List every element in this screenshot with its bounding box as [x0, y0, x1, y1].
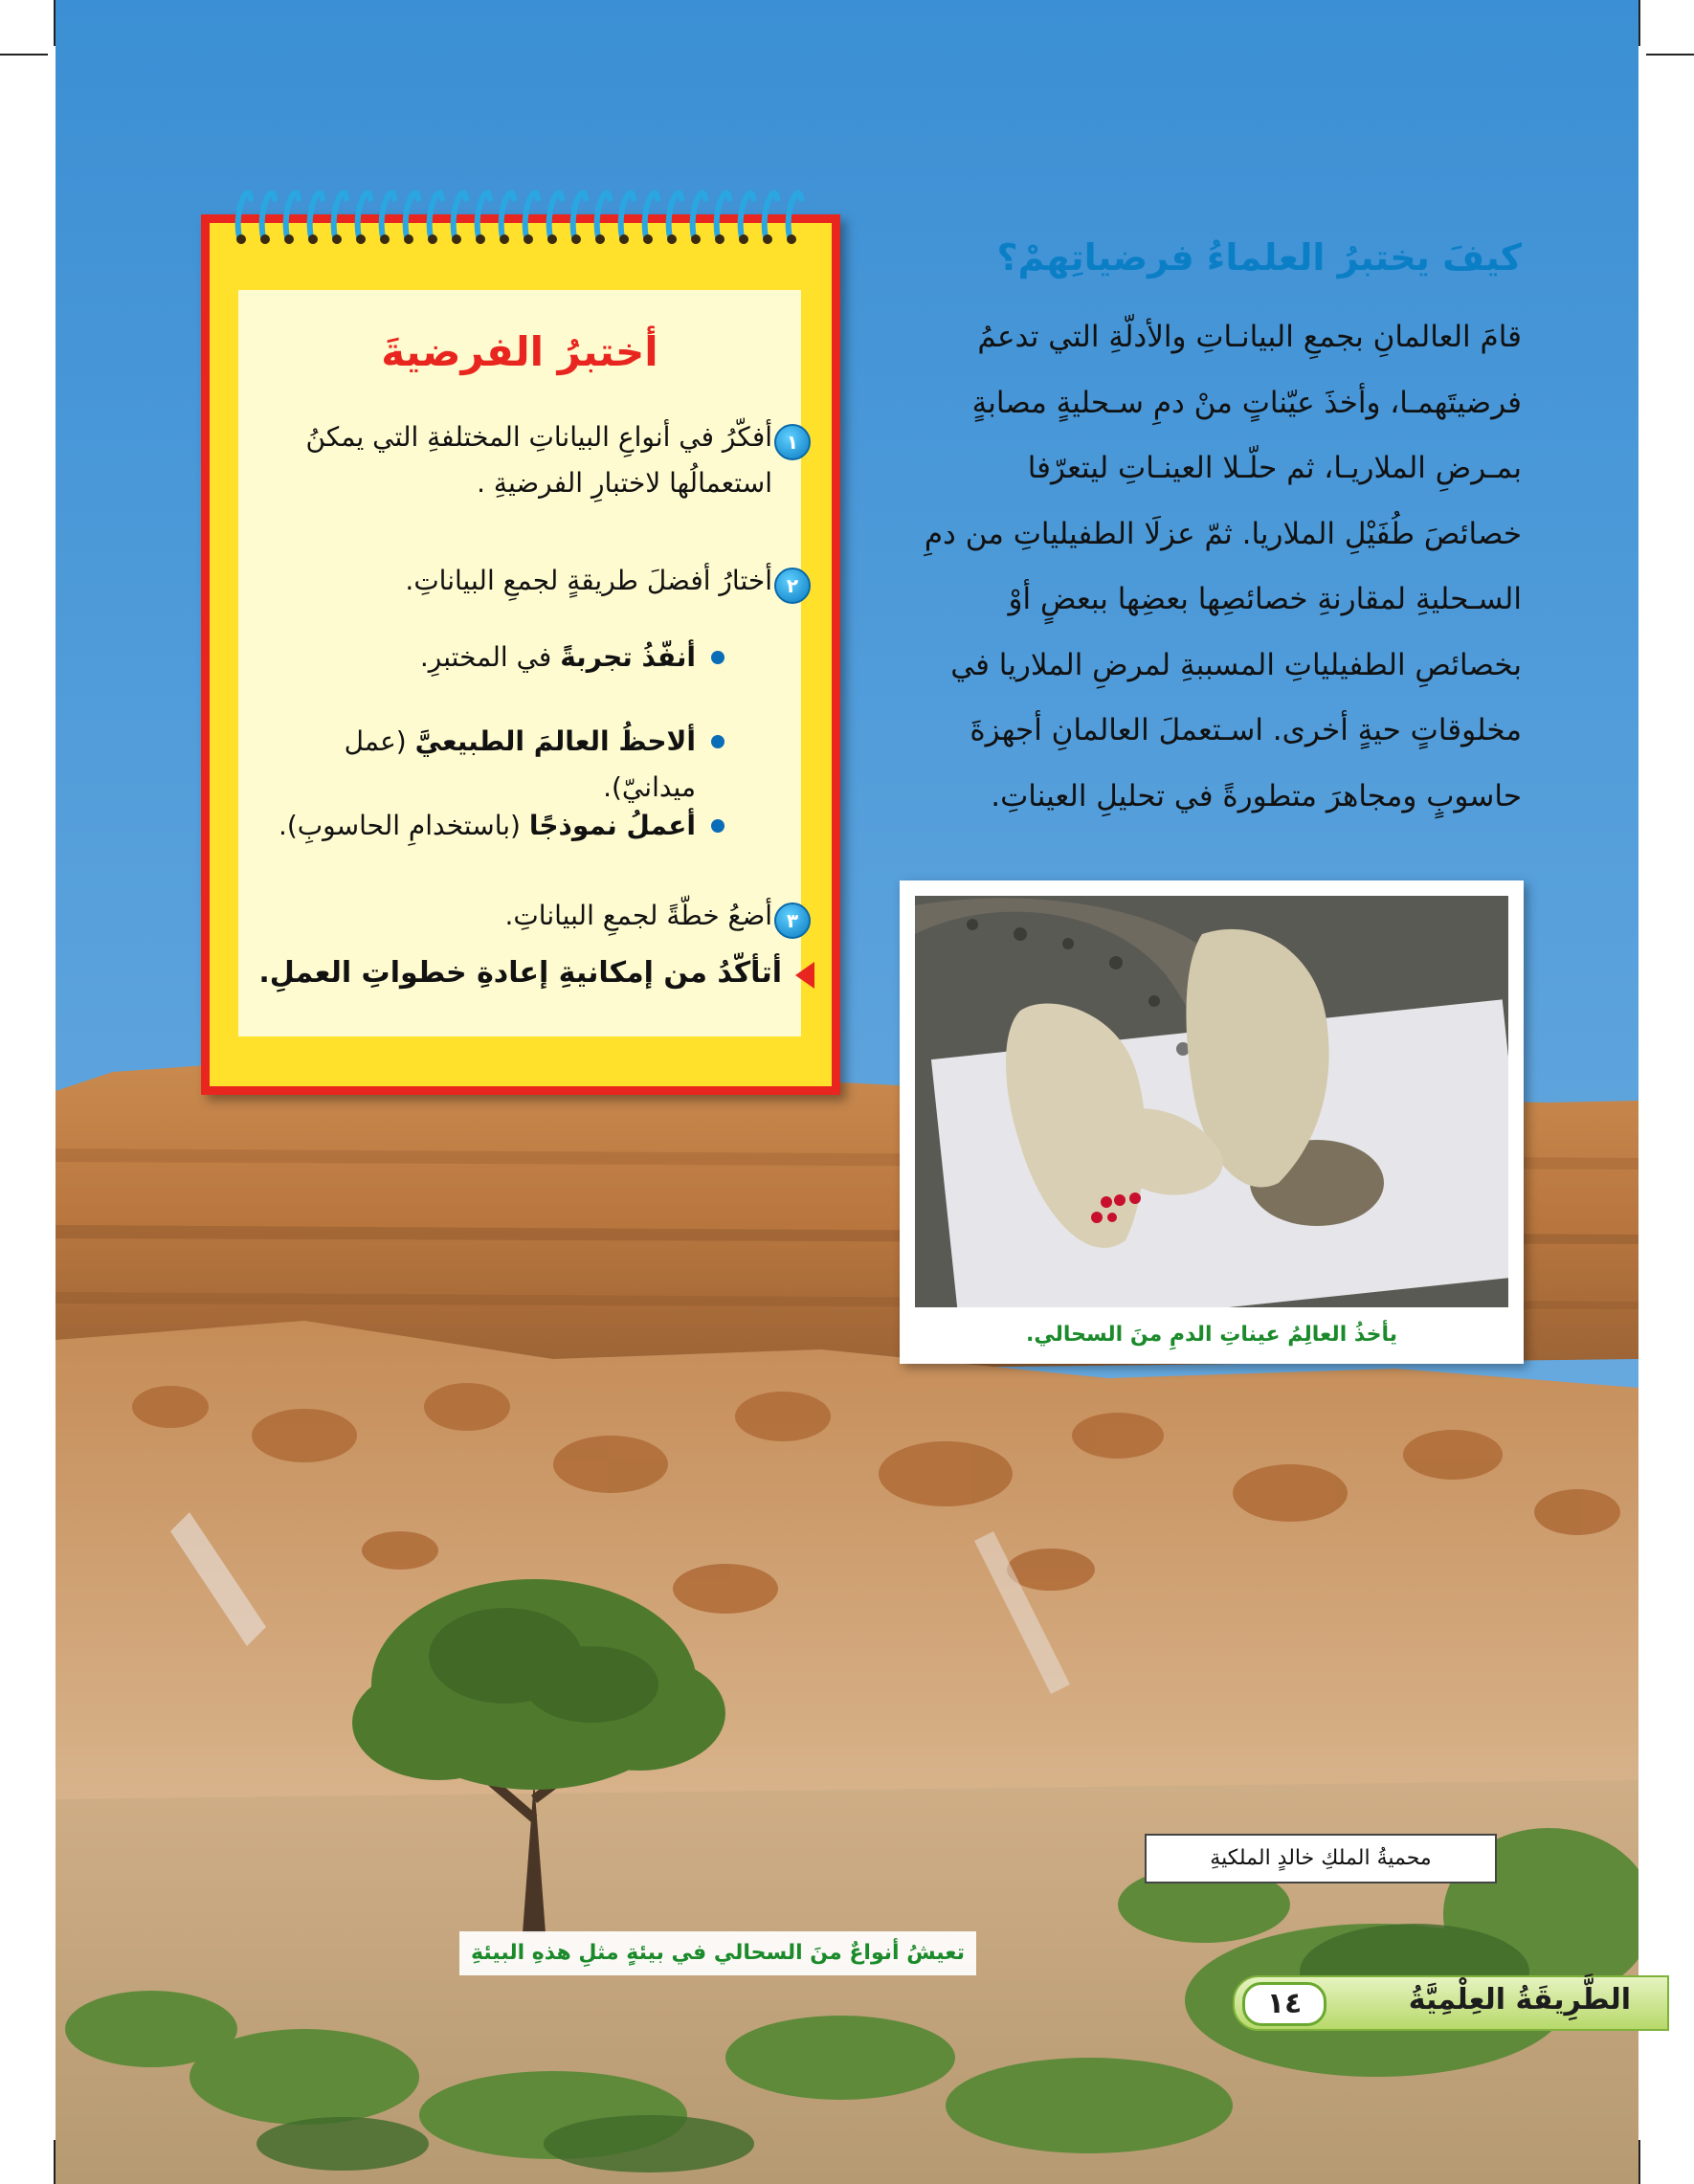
spiral-ring [693, 193, 705, 237]
spiral-hole [452, 234, 461, 244]
notepad-content [238, 290, 801, 1036]
spiral-hole [739, 234, 748, 244]
spiral-ring [597, 193, 610, 237]
crop-mark [1638, 2140, 1640, 2184]
bullet-1-rest: في المختبرِ. [419, 641, 561, 673]
spiral-ring [669, 193, 681, 237]
chapter-title: الطَّرِيقَةُ العِلْمِيَّةُ [1408, 1983, 1631, 2017]
bullet-item-3 [275, 803, 696, 849]
spiral-hole [308, 234, 318, 244]
spiral-ring [502, 193, 514, 237]
spiral-ring [717, 193, 729, 237]
bullet-item-2 [275, 719, 696, 811]
bullet-3-rest: (باستخدامِ الحاسوبِ). [278, 810, 529, 841]
spiral-ring [334, 193, 346, 237]
check-statement: أتأكّدُ من إمكانيةِ إعادةِ خطواتِ العملِ. [258, 956, 782, 990]
step-number-3: ٣ [774, 903, 811, 939]
notepad-box [201, 214, 840, 1095]
bullet-2-bold: ألاحظُ العالمَ الطبيعيَّ [414, 725, 696, 757]
bullet-item-1 [275, 635, 696, 680]
spiral-ring [454, 193, 466, 237]
lizard-blood-sample-photo [915, 896, 1508, 1307]
step-2-text: أختارُ أفضلَ طريقةٍ لجمعِ البياناتِ. [405, 565, 772, 596]
spiral-hole [787, 234, 796, 244]
spiral-hole [643, 234, 653, 244]
spiral-hole [284, 234, 294, 244]
spiral-hole [619, 234, 629, 244]
spiral-ring [789, 193, 801, 237]
spiral-ring [549, 193, 562, 237]
bullet-dot [711, 651, 724, 664]
spiral-hole [428, 234, 437, 244]
red-triangle-icon [795, 962, 814, 989]
bullet-dot [711, 819, 724, 833]
spiral-hole [667, 234, 677, 244]
spiral-hole [691, 234, 701, 244]
spiral-hole [380, 234, 390, 244]
spiral-ring [741, 193, 753, 237]
crop-mark [1638, 0, 1640, 46]
spiral-hole [236, 234, 246, 244]
spiral-hole [763, 234, 772, 244]
step-1-text: أفكّرُ في أنواعِ البياناتِ المختلفةِ التي يمكنُ استعمالُها لاختبارِ الفرضيةِ . [305, 421, 772, 499]
bullet-dot [711, 735, 724, 748]
spiral-ring [621, 193, 634, 237]
spiral-ring [406, 193, 418, 237]
spiral-hole [524, 234, 533, 244]
spiral-ring [430, 193, 442, 237]
spiral-ring [645, 193, 658, 237]
section-heading: كيفَ يختبرُ العلماءُ فرضياتِهمْ؟ [996, 236, 1522, 279]
spiral-ring [262, 193, 275, 237]
bullet-1-bold: أنفّذُ تجربةً [560, 641, 696, 673]
spiral-binding [230, 170, 812, 256]
step-number-2: ٢ [774, 568, 811, 604]
spiral-hole [356, 234, 366, 244]
spiral-hole [547, 234, 557, 244]
photo-frame [900, 880, 1524, 1364]
spiral-hole [332, 234, 342, 244]
bullet-2-rest: (عمل ميدانيّ). [344, 725, 696, 803]
spiral-ring [765, 193, 777, 237]
spiral-hole [260, 234, 270, 244]
spiral-ring [358, 193, 370, 237]
spiral-hole [715, 234, 724, 244]
spiral-ring [286, 193, 299, 237]
photo-caption: يأخذُ العالِمُ عيناتِ الدمِ منَ السحالي. [1026, 1323, 1397, 1347]
spiral-hole [500, 234, 509, 244]
article-paragraph: قامَ العالمانِ بجمعِ البيانـاتِ والأدلّةِ التي تدعمُ فرضيتَهمـا، وأخذَ عيّناتٍ منْ دمِ سـحليةٍ مصابةٍ بمـرضِ الملاريـا، ثم حلّـلا العينـاتِ ليتعرّفا خصائصَ طُفَيْلِ الملاريا. ثمّ عزلَا الطفيلياتِ من دمِ السـحليةِ لمقارنةِ خصائصِها بعضِها ببعضٍ أوْ بخصائصِ الطفيلياتِ المسببةِ لمرضِ الملاريا في مخلوقاتٍ حيةٍ أخرى. اسـتعملَ العالمانِ أجهزةَ حاسوبٍ ومجاهرَ متطورةً في تحليلِ العيناتِ. [924, 320, 1522, 813]
spiral-ring [478, 193, 490, 237]
reserve-label: محميةُ الملكِ خالدٍ الملكيةِ [1145, 1834, 1497, 1883]
article-section [924, 230, 1522, 829]
spiral-ring [310, 193, 323, 237]
spiral-ring [573, 193, 586, 237]
crop-mark [1646, 54, 1694, 56]
spiral-hole [595, 234, 605, 244]
step-3-text: أضعُ خطّةً لجمعِ البياناتِ. [504, 900, 772, 931]
spiral-ring [382, 193, 394, 237]
page-number: ١٤ [1242, 1982, 1326, 2026]
step-number-1: ١ [774, 424, 811, 460]
spiral-ring [525, 193, 538, 237]
chapter-footer-tab [1233, 1975, 1669, 2031]
bullet-3-bold: أعملُ نموذجًا [528, 810, 696, 841]
spiral-hole [571, 234, 581, 244]
spiral-hole [476, 234, 485, 244]
spiral-ring [238, 193, 251, 237]
spiral-hole [404, 234, 413, 244]
environment-caption: تعيشُ أنواعٌ منَ السحالي في بيئةٍ مثلِ هذهِ البيئةِ [459, 1931, 976, 1975]
notepad-title: أختبرُ الفرضيةَ [381, 328, 658, 375]
crop-mark [0, 54, 48, 56]
